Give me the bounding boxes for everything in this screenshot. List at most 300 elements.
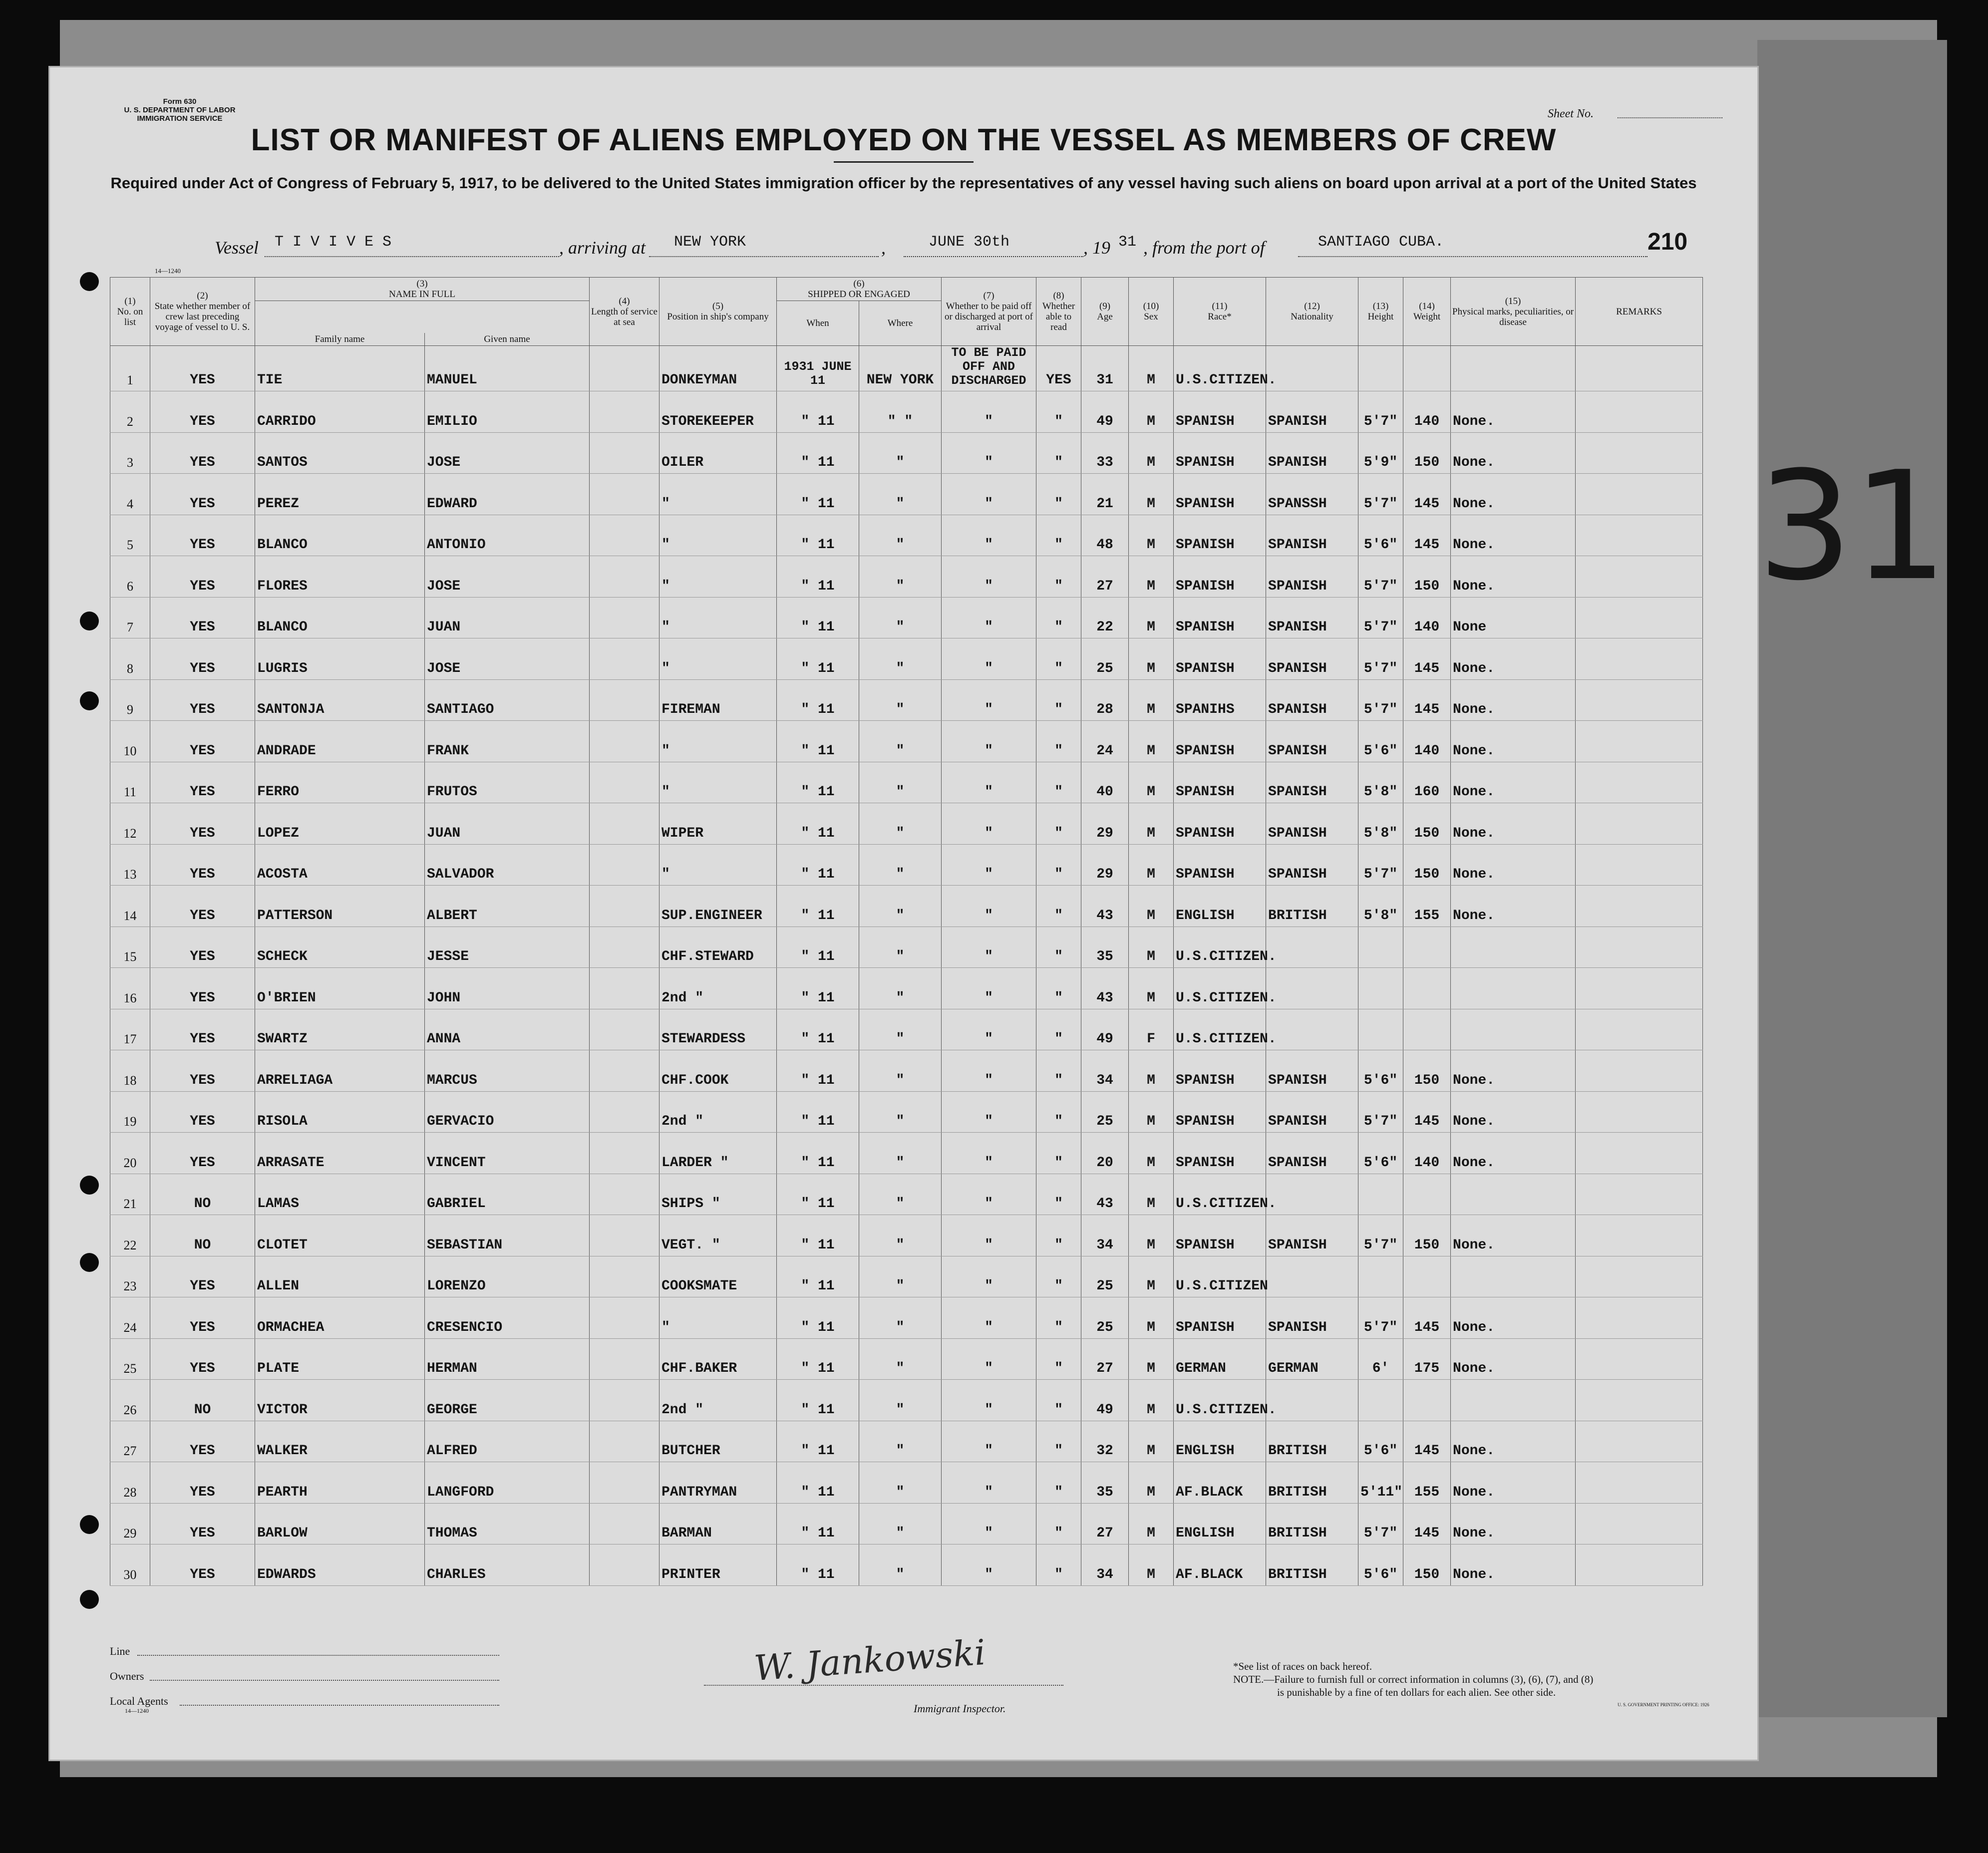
physical-marks-cell: None. [1451,1050,1576,1092]
where-cell: " [859,556,942,598]
when-cell: " 11 [777,1215,859,1256]
paid-off-cell: " [942,1215,1036,1256]
read-cell: " [1036,679,1081,721]
arrival-date: JUNE 30th [929,234,1010,251]
family-name-cell: PATTERSON [255,886,425,927]
col-shipped: (6) SHIPPED OR ENGAGED [777,278,942,301]
state-cell: YES [150,1133,255,1174]
remarks-cell [1576,474,1703,515]
age-cell: 35 [1081,926,1129,968]
remarks-cell [1576,1174,1703,1215]
sex-cell: M [1129,1133,1174,1174]
nationality-cell: SPANISH [1266,1050,1358,1092]
age-cell: 25 [1081,1297,1129,1339]
row-number: 24 [110,1297,150,1339]
row-number: 25 [110,1338,150,1380]
table-row [110,803,1703,845]
row-number: 27 [110,1421,150,1462]
where-cell: NEW YORK [859,346,942,391]
age-cell: 24 [1081,721,1129,762]
inspector-label: Immigrant Inspector. [914,1702,1006,1715]
physical-marks-cell: None. [1451,1215,1576,1256]
row-number: 14 [110,886,150,927]
given-name-cell: MANUEL [425,346,590,391]
remarks-cell [1576,886,1703,927]
nationality-cell [1266,1256,1358,1297]
position-cell: SHIPS " [660,1174,777,1215]
paid-off-cell: " [942,432,1036,474]
remarks-cell [1576,803,1703,845]
col-where: Where [859,301,942,346]
length-cell [590,1297,660,1339]
age-cell: 29 [1081,844,1129,886]
nationality-cell: SPANISH [1266,762,1358,803]
col-height: (13) Height [1358,278,1403,346]
sex-cell: M [1129,844,1174,886]
nationality-cell: SPANISH [1266,391,1358,433]
col-read: (8) Whether able to read [1036,278,1081,346]
row-number: 4 [110,474,150,515]
paid-off-cell: " [942,474,1036,515]
position-cell: " [660,515,777,556]
race-cell: SPANISH [1174,803,1266,845]
nationality-cell: SPANISH [1266,515,1358,556]
weight-cell: 155 [1403,1462,1451,1504]
length-cell [590,638,660,680]
sex-cell: M [1129,886,1174,927]
race-cell: U.S.CITIZEN. [1174,968,1266,1009]
physical-marks-cell [1451,1380,1576,1421]
nationality-cell: BRITISH [1266,1544,1358,1586]
state-cell: YES [150,1338,255,1380]
row-number: 5 [110,515,150,556]
height-cell: 5'6" [1358,721,1403,762]
when-cell: " 11 [777,474,859,515]
height-cell: 5'8" [1358,762,1403,803]
length-cell [590,1380,660,1421]
state-cell: YES [150,803,255,845]
col-family-name: Family name [255,333,425,346]
paid-off-cell: " [942,679,1036,721]
race-cell: SPANISH [1174,597,1266,638]
table-row [110,1503,1703,1544]
back-sheet-edge [1757,40,1947,1717]
col-weight: (14) Weight [1403,278,1451,346]
race-cell: SPANISH [1174,515,1266,556]
age-cell: 25 [1081,1091,1129,1133]
age-cell: 49 [1081,1380,1129,1421]
age-cell: 49 [1081,391,1129,433]
sex-cell: M [1129,1215,1174,1256]
weight-cell: 175 [1403,1338,1451,1380]
punch-hole [80,1515,99,1534]
given-name-cell: GERVACIO [425,1091,590,1133]
race-cell: SPANISH [1174,474,1266,515]
weight-cell: 145 [1403,1503,1451,1544]
paid-off-cell: " [942,1297,1036,1339]
read-cell: " [1036,968,1081,1009]
state-cell: YES [150,1421,255,1462]
sex-cell: M [1129,968,1174,1009]
physical-marks-cell: None. [1451,1338,1576,1380]
position-cell: " [660,474,777,515]
height-cell: 5'7" [1358,844,1403,886]
race-cell: SPANISH [1174,762,1266,803]
read-cell: " [1036,762,1081,803]
state-cell: NO [150,1215,255,1256]
row-number: 30 [110,1544,150,1586]
remarks-cell [1576,1297,1703,1339]
remarks-cell [1576,1256,1703,1297]
position-cell: WIPER [660,803,777,845]
row-number: 17 [110,1009,150,1050]
race-cell: SPANISH [1174,721,1266,762]
where-cell: " [859,1503,942,1544]
table-row [110,886,1703,927]
age-cell: 34 [1081,1544,1129,1586]
read-cell: " [1036,1091,1081,1133]
nationality-cell: SPANISH [1266,1133,1358,1174]
given-name-cell: JUAN [425,803,590,845]
sex-cell: M [1129,1544,1174,1586]
where-cell: " [859,1133,942,1174]
sex-cell: M [1129,1256,1174,1297]
length-cell [590,679,660,721]
where-cell: " [859,1091,942,1133]
race-cell: SPANISH [1174,1215,1266,1256]
physical-marks-cell: None. [1451,1133,1576,1174]
age-cell: 27 [1081,1503,1129,1544]
where-cell: " [859,721,942,762]
physical-marks-cell: None. [1451,844,1576,886]
arrival-year: 31 [1118,234,1137,251]
race-cell: U.S.CITIZEN [1174,1256,1266,1297]
paid-off-cell: " [942,762,1036,803]
col-state: (2) State whether member of crew last preceding voyage of vessel to U. S. [150,278,255,346]
where-cell: " " [859,391,942,433]
sex-cell: M [1129,926,1174,968]
remarks-cell [1576,1503,1703,1544]
read-cell: " [1036,1050,1081,1092]
age-cell: 22 [1081,597,1129,638]
remarks-cell [1576,391,1703,433]
given-name-cell: HERMAN [425,1338,590,1380]
when-cell: " 11 [777,968,859,1009]
length-cell [590,1462,660,1504]
paid-off-cell: " [942,926,1036,968]
manifest-sheet: Form 630 U. S. DEPARTMENT OF LABOR IMMIGRATION SERVICE Sheet No. LIST OR MANIFEST OF ALIENS EMPLOYED ON THE VESSEL AS MEMBERS OF CREW Required under Act of Congress of February 5, 1917, to be delivered to the United States immigration officer by the representatives of any vessel having such aliens on board upon arrival at a port of the United States Vessel T I V I V E S , arriving at NEW YORK , JUNE 30th , 19 31 , from the port of SANTIAGO CUBA. 210 14—1240 (1) No. on list (2) State whether member of crew last preceding voyage of vessel to U. S. (3) NAME IN FULL (4) Length of service at sea (5) Position in ship's company (6) SHIPPED OR ENGAGED (7) Whether to be paid off or discharged at port of arrival (8) Whether able to read (9) Age (10) Sex (11) Race* (12) Nationality (13) Height (14) Weight (15) Physical marks, peculiarities, or disease REMARKS When Where Family name Given name 1 YES TIE MANUEL DONKEYMAN 1931 JUNE 11 NEW YORK TO BE PAID OFF AND DISCHARGED YES 31 M U.S.CITIZEN. 2 YES CARRIDO EMILIO STOREKEEPER " 11 " " " " 49 M SPANISH SPANISH 5'7" 140 None. 3 YES SANTOS JOSE OILER " 11 " " " 33 M SPANISH SPANISH 5'9" 150 None. 4 YES PEREZ EDWARD " " 11 " " " 21 M SPANISH SPANSSH 5'7" 145 None. 5 YES BLANCO ANTONIO " " 11 " " " 48 M SPANISH SPANISH 5'6" 145 None. 6 YES FLORES JOSE " " 11 " " " 27 M SPANISH SPANISH 5'7" 150 None. 7 YES BLANCO JUAN " " 11 " " " 22 M SPANISH SPANISH 5'7" 140 None 8 YES LUGRIS JOSE " " 11 " " " 25 M SPANISH SPANISH 5'7" 145 None. 9 YES SANTONJA SANTIAGO FIREMAN " 11 " " " 28 M SPANIHS SPANISH 5'7" 145 None. 10 YES ANDRADE FRANK " " 11 " " " 24 M SPANISH SPANISH 5'6" 140 None. 11 YES FERRO FRUTOS " " 11 " " " 40 M SPANISH SPANISH 5'8" 160 None. 12 YES LOPEZ JUAN WIPER " 11 " " " 29 M SPANISH SPANISH 5'8" 150 None. 13 YES ACOSTA SALVADOR " " 11 " " " 29 M SPANISH SPANISH 5'7" 150 None. 14 YES PATTERSON ALBERT SUP.ENGINEER " 11 " " " 43 M ENGLISH BRITISH 5'8" 155 None. 15 YES SCHECK JESSE CHF.STEWARD " 11 " " " 35 M U.S.CITIZEN. 16 YES O'BRIEN JOHN 2nd " " 11 " " " 43 M U.S.CITIZEN. 17 YES SWARTZ ANNA STEWARDESS " 11 " " " 49 F U.S.CITIZEN. 18 YES ARRELIAGA MARCUS CHF.COOK " 11 " " " 34 M SPANISH SPANISH 5'6" 150 None. 19 YES RISOLA GERVACIO 2nd " " 11 " " " 25 M SPANISH SPANISH 5'7" 145 None. 20 YES ARRASATE VINCENT LARDER " " 11 " " " 20 M SPANISH SPANISH 5'6" 140 None. 21 NO LAMAS GABRIEL SHIPS " " 11 " " " 43 M U.S.CITIZEN. 22 NO CLOTET SEBASTIAN VEGT. " " 11 " " " 34 M SPANISH SPANISH 5'7" 150 None. 23 YES ALLEN LORENZO COOKSMATE " 11 " " " 25 M U.S.CITIZEN 24 YES ORMACHEA CRESENCIO " " 11 " " " 25 M SPANISH SPANISH 5'7" 145 None. 25 YES PLATE HERMAN CHF.BAKER " 11 " " " 27 M GERMAN GERMAN 6' 175 None. 26 NO VICTOR GEORGE 2nd " " 11 " " " 49 M U.S.CITIZEN. 27 YES WALKER ALFRED BUTCHER " 11 " " " 32 M ENGLISH BRITISH 5'6" 145 None. 28 YES PEARTH LANGFORD PANTRYMAN " 11 " " " 35 M AF.BLACK BRITISH 5'11" 155 None. 29 YES BARLOW THOMAS BARMAN " 11 " " " 27 M ENGLISH BRITISH 5'7" 145 None. 30 YES EDWARDS CHARLES PRINTER " 11 " " " 34 M AF.BLACK BRITISH 5'6" 150 None. Line Owners Local Agents 14—1240 W. Jankowski Immigrant Inspector. *See list of races on back hereof. NOTE.—Failure to furnish full or correct information in columns (3), (6), (7), and (8) is punishable by a fine of ten dollars for each alien. See other side. U. S. GOVERNMENT PRINTING OFFICE: 1926 [50,67,1757,1760]
height-cell: 5'7" [1358,1215,1403,1256]
row-number: 18 [110,1050,150,1092]
paid-off-cell: " [942,1544,1036,1586]
family-name-cell: RISOLA [255,1091,425,1133]
where-cell: " [859,679,942,721]
page-title: LIST OR MANIFEST OF ALIENS EMPLOYED ON THE VESSEL AS MEMBERS OF CREW [251,123,1557,157]
sex-cell: M [1129,1462,1174,1504]
remarks-cell [1576,1215,1703,1256]
where-cell: " [859,926,942,968]
given-name-cell: FRUTOS [425,762,590,803]
age-cell: 34 [1081,1050,1129,1092]
sex-cell: M [1129,597,1174,638]
table-row [110,721,1703,762]
read-cell: " [1036,1133,1081,1174]
read-cell: " [1036,803,1081,845]
owners-label: Owners [110,1670,144,1682]
when-cell: " 11 [777,597,859,638]
row-number: 29 [110,1503,150,1544]
position-cell: VEGT. " [660,1215,777,1256]
state-cell: YES [150,1256,255,1297]
position-cell: PANTRYMAN [660,1462,777,1504]
family-name-cell: ORMACHEA [255,1297,425,1339]
state-cell: YES [150,1050,255,1092]
weight-cell [1403,346,1451,391]
col-when: When [777,301,859,346]
race-cell: SPANISH [1174,844,1266,886]
table-row [110,926,1703,968]
given-name-cell: EMILIO [425,391,590,433]
when-cell: " 11 [777,432,859,474]
where-cell: " [859,1009,942,1050]
sex-cell: F [1129,1009,1174,1050]
length-cell [590,474,660,515]
given-name-cell: CRESENCIO [425,1297,590,1339]
given-name-cell: ANTONIO [425,515,590,556]
age-cell: 35 [1081,1462,1129,1504]
age-cell: 21 [1081,474,1129,515]
arriving-label: , arriving at [559,238,646,258]
table-row [110,638,1703,680]
paid-off-cell: " [942,556,1036,598]
sex-cell: M [1129,679,1174,721]
position-cell: SUP.ENGINEER [660,886,777,927]
row-number: 13 [110,844,150,886]
height-cell: 5'8" [1358,803,1403,845]
table-row [110,1380,1703,1421]
physical-marks-cell [1451,968,1576,1009]
when-cell: " 11 [777,1009,859,1050]
row-number: 8 [110,638,150,680]
weight-cell [1403,1380,1451,1421]
paid-off-cell: " [942,1091,1036,1133]
row-number: 7 [110,597,150,638]
weight-cell [1403,1174,1451,1215]
length-cell [590,1009,660,1050]
where-cell: " [859,638,942,680]
sex-cell: M [1129,1338,1174,1380]
position-cell: 2nd " [660,1380,777,1421]
table-row [110,556,1703,598]
from-port: SANTIAGO CUBA. [1318,234,1444,251]
family-name-cell: SCHECK [255,926,425,968]
height-cell: 5'6" [1358,1050,1403,1092]
length-cell [590,1133,660,1174]
state-cell: YES [150,391,255,433]
weight-cell: 150 [1403,1544,1451,1586]
position-cell: STOREKEEPER [660,391,777,433]
remarks-cell [1576,1544,1703,1586]
race-cell: SPANISH [1174,638,1266,680]
position-cell: OILER [660,432,777,474]
age-cell: 27 [1081,556,1129,598]
sex-cell: M [1129,1421,1174,1462]
height-cell: 5'7" [1358,679,1403,721]
family-name-cell: WALKER [255,1421,425,1462]
position-cell: " [660,1297,777,1339]
nationality-cell: SPANISH [1266,432,1358,474]
read-cell: " [1036,1421,1081,1462]
when-cell: " 11 [777,1503,859,1544]
from-label: , from the port of [1143,238,1265,258]
table-row [110,1338,1703,1380]
sex-cell: M [1129,556,1174,598]
given-name-cell: GABRIEL [425,1174,590,1215]
position-cell: " [660,597,777,638]
row-number: 16 [110,968,150,1009]
row-number: 22 [110,1215,150,1256]
nationality-cell [1266,968,1358,1009]
weight-cell: 145 [1403,679,1451,721]
physical-marks-cell: None. [1451,391,1576,433]
length-cell [590,1091,660,1133]
state-cell: YES [150,926,255,968]
when-cell: " 11 [777,1174,859,1215]
remarks-cell [1576,1421,1703,1462]
weight-cell: 145 [1403,1091,1451,1133]
state-cell: YES [150,1009,255,1050]
col-paid: (7) Whether to be paid off or discharged at port of arrival [942,278,1036,346]
vessel-label: Vessel [215,238,259,258]
read-cell: " [1036,515,1081,556]
table-row [110,597,1703,638]
sex-cell: M [1129,1297,1174,1339]
physical-marks-cell [1451,1256,1576,1297]
when-cell: " 11 [777,556,859,598]
position-cell: BARMAN [660,1503,777,1544]
height-cell [1358,346,1403,391]
paid-off-cell: " [942,1462,1036,1504]
age-cell: 32 [1081,1421,1129,1462]
nationality-cell: BRITISH [1266,1462,1358,1504]
read-cell: " [1036,1297,1081,1339]
nationality-cell: BRITISH [1266,886,1358,927]
race-cell: SPANISH [1174,1050,1266,1092]
race-cell: U.S.CITIZEN. [1174,1380,1266,1421]
remarks-cell [1576,844,1703,886]
given-name-cell: FRANK [425,721,590,762]
table-row [110,1297,1703,1339]
nationality-cell: SPANISH [1266,1215,1358,1256]
height-cell: 5'8" [1358,886,1403,927]
when-cell: 1931 JUNE 11 [777,346,859,391]
weight-cell [1403,1256,1451,1297]
race-cell: U.S.CITIZEN. [1174,926,1266,968]
family-name-cell: PEARTH [255,1462,425,1504]
row-number: 12 [110,803,150,845]
sex-cell: M [1129,515,1174,556]
race-cell: SPANISH [1174,556,1266,598]
nationality-cell: SPANISH [1266,638,1358,680]
where-cell: " [859,844,942,886]
remarks-cell [1576,1091,1703,1133]
paid-off-cell: " [942,968,1036,1009]
paid-off-cell: " [942,515,1036,556]
when-cell: " 11 [777,886,859,927]
read-cell: YES [1036,346,1081,391]
given-name-cell: THOMAS [425,1503,590,1544]
age-cell: 33 [1081,432,1129,474]
race-cell: GERMAN [1174,1338,1266,1380]
nationality-cell: GERMAN [1266,1338,1358,1380]
position-cell: CHF.STEWARD [660,926,777,968]
col-given-name: Given name [425,333,590,346]
position-cell: 2nd " [660,968,777,1009]
nationality-cell: BRITISH [1266,1503,1358,1544]
length-cell [590,432,660,474]
weight-cell: 145 [1403,515,1451,556]
age-cell: 48 [1081,515,1129,556]
state-cell: YES [150,679,255,721]
table-row [110,1174,1703,1215]
family-name-cell: SANTONJA [255,679,425,721]
paid-off-cell: " [942,721,1036,762]
sex-cell: M [1129,1091,1174,1133]
weight-cell: 140 [1403,721,1451,762]
row-number: 9 [110,679,150,721]
when-cell: " 11 [777,1256,859,1297]
given-name-cell: VINCENT [425,1133,590,1174]
row-number: 23 [110,1256,150,1297]
race-cell: U.S.CITIZEN. [1174,1009,1266,1050]
given-name-cell: SALVADOR [425,844,590,886]
when-cell: " 11 [777,1297,859,1339]
height-cell: 5'6" [1358,1133,1403,1174]
length-cell [590,968,660,1009]
when-cell: " 11 [777,844,859,886]
where-cell: " [859,1174,942,1215]
table-row [110,1050,1703,1092]
state-cell: YES [150,474,255,515]
state-cell: NO [150,1174,255,1215]
col-no: (1) No. on list [110,278,150,346]
length-cell [590,346,660,391]
height-cell: 5'9" [1358,432,1403,474]
physical-marks-cell: None [1451,597,1576,638]
race-cell: AF.BLACK [1174,1462,1266,1504]
given-name-cell: LORENZO [425,1256,590,1297]
weight-cell: 140 [1403,597,1451,638]
height-cell: 5'7" [1358,391,1403,433]
paid-off-cell: " [942,1421,1036,1462]
nationality-cell: BRITISH [1266,1421,1358,1462]
race-cell: AF.BLACK [1174,1544,1266,1586]
physical-marks-cell: None. [1451,679,1576,721]
table-row [110,515,1703,556]
position-cell: " [660,844,777,886]
where-cell: " [859,1338,942,1380]
state-cell: YES [150,432,255,474]
family-name-cell: CARRIDO [255,391,425,433]
col-name: (3) NAME IN FULL [255,278,590,301]
age-cell: 43 [1081,886,1129,927]
line-label: Line [110,1645,130,1657]
race-cell: U.S.CITIZEN. [1174,1174,1266,1215]
arrival-port: NEW YORK [674,234,746,251]
given-name-cell: ALBERT [425,886,590,927]
physical-marks-cell: None. [1451,886,1576,927]
col-remarks: REMARKS [1576,278,1703,346]
